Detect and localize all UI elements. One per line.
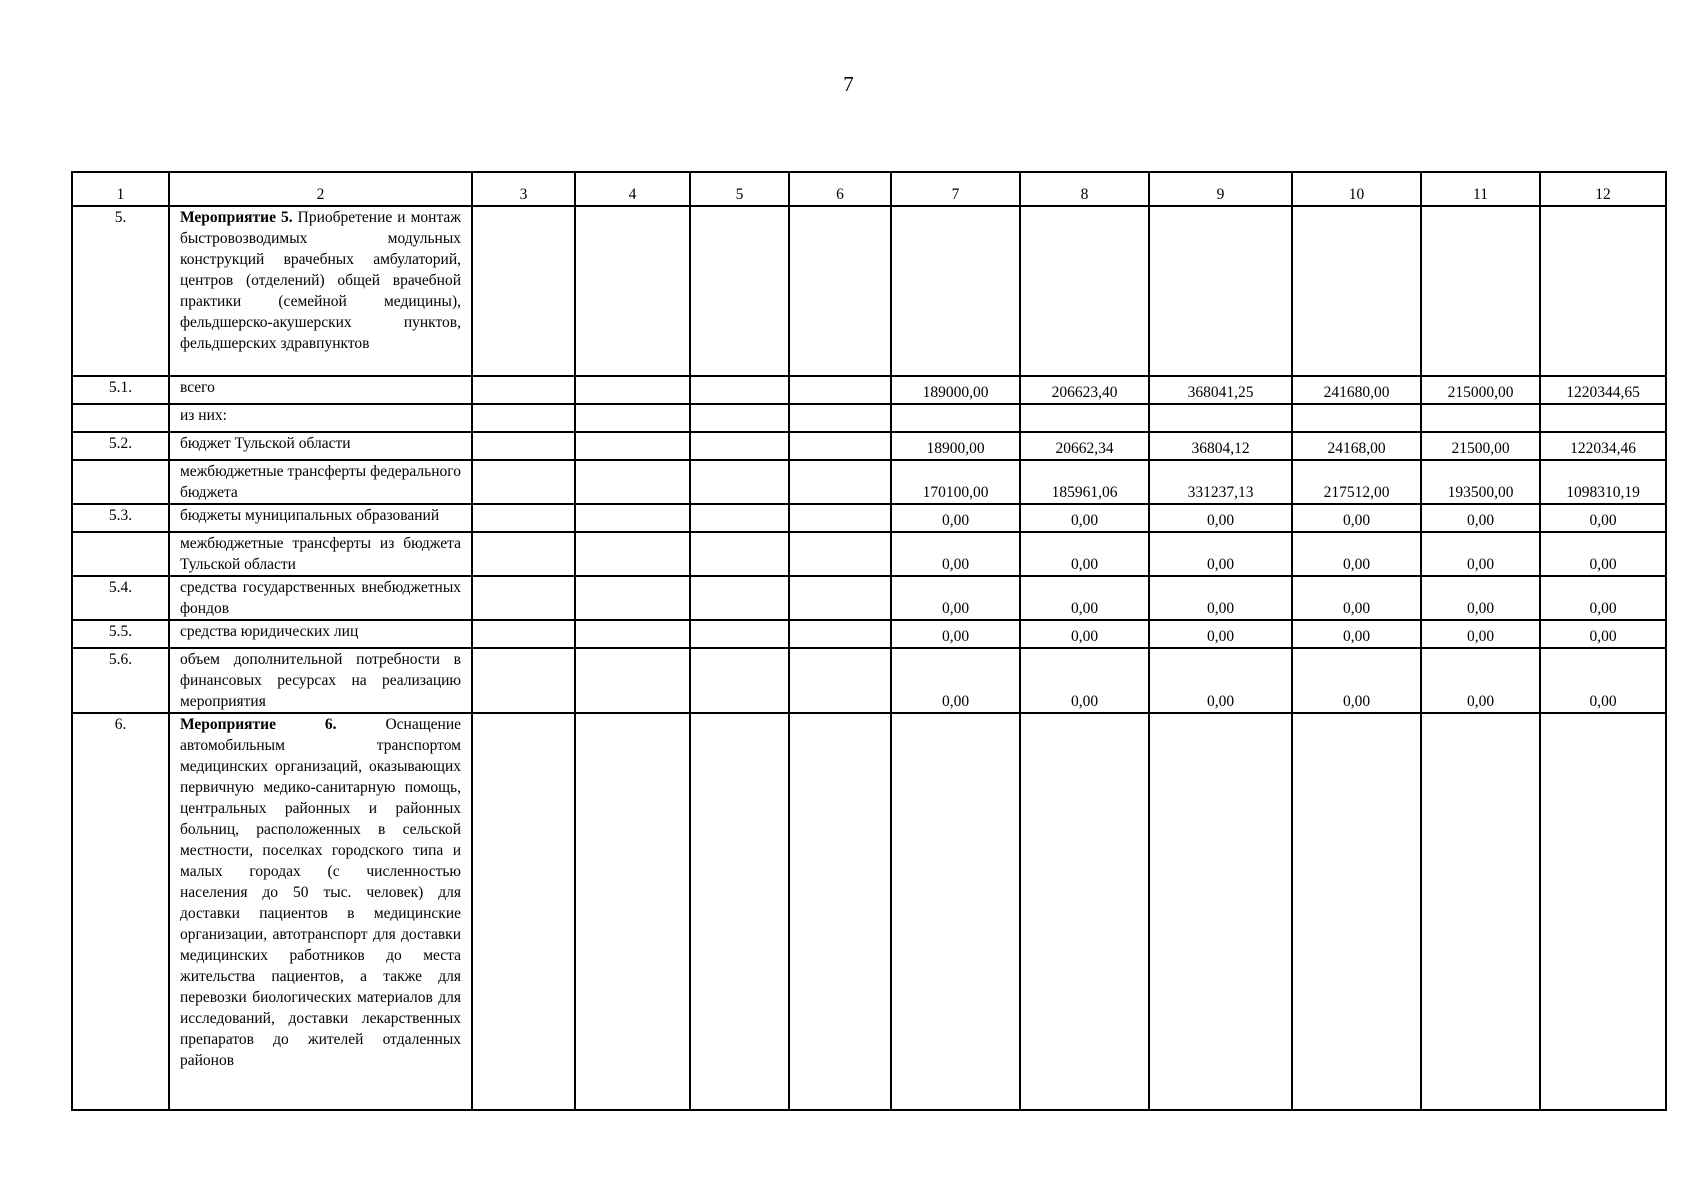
- description-text: Приобретение и монтаж быстровозводимых модульных конструкций врачебных амбулаторий, центров (отделений) общей врачебной практики (семейной медицины), фельдшерско-акушерских пунктов, фельдшерских здравпунктов: [180, 209, 462, 352]
- value-cell: [891, 713, 1020, 1110]
- value-cell: 0,00: [1540, 648, 1666, 713]
- empty-cell: [789, 532, 891, 576]
- value-cell: [1292, 206, 1421, 376]
- table-row: [72, 532, 1666, 576]
- empty-cell: [575, 376, 690, 404]
- row-description: [169, 648, 472, 713]
- table-row: [72, 432, 1666, 460]
- empty-cell: [575, 532, 690, 576]
- value-cell: 1098310,19: [1540, 460, 1666, 504]
- empty-cell: [575, 404, 690, 432]
- value-cell: 0,00: [1540, 576, 1666, 620]
- value-cell: 0,00: [1421, 620, 1540, 648]
- page-number: 7: [843, 72, 854, 96]
- empty-cell: [472, 460, 575, 504]
- empty-cell: [789, 648, 891, 713]
- value-cell: 18900,00: [891, 432, 1020, 460]
- empty-cell: [690, 713, 789, 1110]
- column-numbers-row: [72, 172, 1666, 206]
- row-number: 5.6.: [72, 648, 169, 713]
- value-cell: 0,00: [1292, 576, 1421, 620]
- row-number: 6.: [72, 713, 169, 1110]
- empty-cell: [575, 713, 690, 1110]
- value-cell: 189000,00: [891, 376, 1020, 404]
- table-row: [72, 648, 1666, 713]
- empty-cell: [789, 576, 891, 620]
- value-cell: [1540, 713, 1666, 1110]
- value-cell: 206623,40: [1020, 376, 1149, 404]
- value-cell: [1292, 713, 1421, 1110]
- table-row: [72, 404, 1666, 432]
- empty-cell: [789, 504, 891, 532]
- value-cell: 20662,34: [1020, 432, 1149, 460]
- row-number: [72, 404, 169, 432]
- value-cell: 24168,00: [1292, 432, 1421, 460]
- table-row: [72, 504, 1666, 532]
- description-text: из них:: [180, 407, 227, 424]
- value-cell: 0,00: [891, 504, 1020, 532]
- row-description: [169, 404, 472, 432]
- table-row: [72, 713, 1666, 1110]
- table-row: [72, 460, 1666, 504]
- value-cell: [1540, 404, 1666, 432]
- description-text: бюджеты муниципальных образований: [180, 507, 440, 524]
- description-text: Оснащение автомобильным транспортом медицинских организаций, оказывающих первичную медико-санитарную помощь, центральных районных и районных больниц, расположенных в сельской местности, поселках городского типа и малых городах (с численностью населения до 50 тыс. человек) для доставки пациентов в медицинские организации, автотранспорт для доставки медицинских работников до места жительства пациентов, а также для перевозки биологических материалов для исследований, доставки лекарственных препаратов до жителей отдаленных районов: [180, 716, 461, 1069]
- description-text: межбюджетные трансферты из бюджета Тульской области: [180, 535, 461, 573]
- value-cell: [1149, 206, 1292, 376]
- value-cell: 0,00: [891, 532, 1020, 576]
- financing-table: [71, 171, 1667, 1111]
- row-description: [169, 620, 472, 648]
- column-number: 5: [690, 172, 789, 206]
- value-cell: 0,00: [1149, 504, 1292, 532]
- empty-cell: [789, 620, 891, 648]
- value-cell: [891, 404, 1020, 432]
- empty-cell: [690, 376, 789, 404]
- empty-cell: [575, 576, 690, 620]
- row-number: 5.: [72, 206, 169, 376]
- description-text: всего: [180, 379, 215, 396]
- row-number: 5.5.: [72, 620, 169, 648]
- value-cell: 0,00: [1421, 532, 1540, 576]
- table-row: [72, 620, 1666, 648]
- value-cell: 331237,13: [1149, 460, 1292, 504]
- value-cell: 0,00: [1149, 620, 1292, 648]
- value-cell: [1421, 206, 1540, 376]
- value-cell: 0,00: [891, 576, 1020, 620]
- value-cell: 0,00: [1540, 620, 1666, 648]
- description-text: межбюджетные трансферты федерального бюджета: [180, 463, 461, 501]
- value-cell: 21500,00: [1421, 432, 1540, 460]
- description-text: объем дополнительной потребности в финансовых ресурсах на реализацию мероприятия: [180, 651, 461, 710]
- value-cell: [1020, 713, 1149, 1110]
- column-number: 4: [575, 172, 690, 206]
- value-cell: [1149, 713, 1292, 1110]
- column-number: 2: [169, 172, 472, 206]
- value-cell: 0,00: [1540, 504, 1666, 532]
- value-cell: 0,00: [1421, 504, 1540, 532]
- empty-cell: [575, 432, 690, 460]
- value-cell: [1421, 404, 1540, 432]
- value-cell: 193500,00: [1421, 460, 1540, 504]
- empty-cell: [472, 620, 575, 648]
- value-cell: 122034,46: [1540, 432, 1666, 460]
- empty-cell: [789, 460, 891, 504]
- value-cell: [1540, 206, 1666, 376]
- column-number: 7: [891, 172, 1020, 206]
- empty-cell: [575, 620, 690, 648]
- row-number: 5.4.: [72, 576, 169, 620]
- description-text: средства государственных внебюджетных фондов: [180, 579, 461, 617]
- row-description: [169, 713, 472, 1110]
- empty-cell: [472, 376, 575, 404]
- description-text: бюджет Тульской области: [180, 435, 351, 452]
- value-cell: 215000,00: [1421, 376, 1540, 404]
- empty-cell: [472, 648, 575, 713]
- measure-title: Мероприятие 5.: [180, 209, 293, 226]
- empty-cell: [789, 432, 891, 460]
- empty-cell: [472, 206, 575, 376]
- value-cell: 0,00: [1020, 576, 1149, 620]
- value-cell: 0,00: [1020, 504, 1149, 532]
- empty-cell: [472, 576, 575, 620]
- row-description: [169, 206, 472, 376]
- empty-cell: [690, 460, 789, 504]
- empty-cell: [472, 504, 575, 532]
- empty-cell: [789, 713, 891, 1110]
- column-number: 11: [1421, 172, 1540, 206]
- table-row: [72, 206, 1666, 376]
- value-cell: 0,00: [1292, 532, 1421, 576]
- row-number: 5.1.: [72, 376, 169, 404]
- empty-cell: [690, 532, 789, 576]
- empty-cell: [789, 376, 891, 404]
- value-cell: 0,00: [891, 620, 1020, 648]
- column-number: 10: [1292, 172, 1421, 206]
- value-cell: [1292, 404, 1421, 432]
- column-number: 9: [1149, 172, 1292, 206]
- value-cell: 0,00: [1540, 532, 1666, 576]
- column-number: 12: [1540, 172, 1666, 206]
- empty-cell: [472, 404, 575, 432]
- value-cell: [1020, 404, 1149, 432]
- value-cell: 0,00: [1020, 648, 1149, 713]
- value-cell: 0,00: [1149, 648, 1292, 713]
- row-number: 5.3.: [72, 504, 169, 532]
- value-cell: 0,00: [1292, 504, 1421, 532]
- empty-cell: [575, 648, 690, 713]
- value-cell: 368041,25: [1149, 376, 1292, 404]
- empty-cell: [472, 532, 575, 576]
- row-description: [169, 376, 472, 404]
- description-text: средства юридических лиц: [180, 623, 359, 640]
- table-row: [72, 376, 1666, 404]
- value-cell: 0,00: [1020, 532, 1149, 576]
- value-cell: 1220344,65: [1540, 376, 1666, 404]
- empty-cell: [789, 404, 891, 432]
- row-description: [169, 432, 472, 460]
- row-description: [169, 532, 472, 576]
- value-cell: 0,00: [1149, 576, 1292, 620]
- column-number: 6: [789, 172, 891, 206]
- empty-cell: [472, 432, 575, 460]
- column-number: 3: [472, 172, 575, 206]
- empty-cell: [690, 206, 789, 376]
- value-cell: 0,00: [1421, 648, 1540, 713]
- row-description: [169, 504, 472, 532]
- column-number: 1: [72, 172, 169, 206]
- value-cell: 36804,12: [1149, 432, 1292, 460]
- value-cell: [1149, 404, 1292, 432]
- table-row: [72, 576, 1666, 620]
- empty-cell: [575, 206, 690, 376]
- value-cell: 185961,06: [1020, 460, 1149, 504]
- value-cell: 0,00: [1292, 620, 1421, 648]
- empty-cell: [575, 460, 690, 504]
- empty-cell: [690, 648, 789, 713]
- value-cell: 0,00: [1149, 532, 1292, 576]
- value-cell: 0,00: [891, 648, 1020, 713]
- empty-cell: [575, 504, 690, 532]
- value-cell: 170100,00: [891, 460, 1020, 504]
- empty-cell: [690, 404, 789, 432]
- value-cell: 217512,00: [1292, 460, 1421, 504]
- row-number: [72, 532, 169, 576]
- value-cell: 0,00: [1020, 620, 1149, 648]
- row-description: [169, 576, 472, 620]
- empty-cell: [690, 504, 789, 532]
- measure-title: Мероприятие 6.: [180, 716, 337, 733]
- empty-cell: [690, 432, 789, 460]
- value-cell: 0,00: [1292, 648, 1421, 713]
- row-description: [169, 460, 472, 504]
- empty-cell: [789, 206, 891, 376]
- row-number: 5.2.: [72, 432, 169, 460]
- value-cell: 0,00: [1421, 576, 1540, 620]
- row-number: [72, 460, 169, 504]
- value-cell: [891, 206, 1020, 376]
- value-cell: 241680,00: [1292, 376, 1421, 404]
- empty-cell: [690, 576, 789, 620]
- value-cell: [1020, 206, 1149, 376]
- column-number: 8: [1020, 172, 1149, 206]
- value-cell: [1421, 713, 1540, 1110]
- empty-cell: [472, 713, 575, 1110]
- empty-cell: [690, 620, 789, 648]
